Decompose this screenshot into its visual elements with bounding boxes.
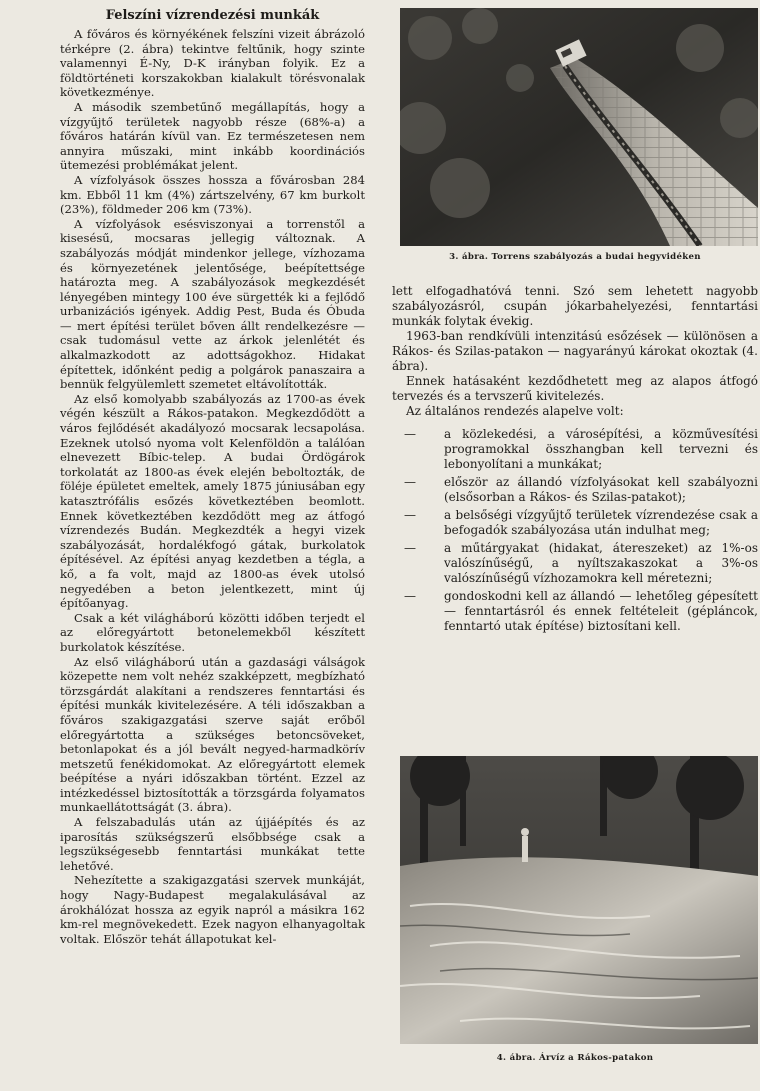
paragraph: Csak a két világháború közötti időben terjedt el az előregyártott betonelemekből készített burkolatok készítése. bbox=[60, 610, 365, 654]
paragraph: A vízfolyások esésviszonyai a torrenstől a kisesésű, mocsaras jellegig változnak. A szabályozás módját mindenkor jellege, vízhozama és környezetének jelentősége, beépítettsége határozta meg. A szabályozások megkezdését lényegében mintegy 100 éve sürgették ki a fejlődő urbanizációs igények. Addig Pest, Buda és Óbuda — mert építési terület bőven állt rendelkezésre — csak tudomásul vette az árkok jelenlétét és alkalmazkodott az adottságokhoz. Hidakat építettek, időnként pedig a polgárok panaszaira a bennük felgyülemlett szemetet eltávolították. bbox=[60, 216, 365, 392]
list-item: — a belsőségi vízgyűjtő területek vízrendezése csak a befogadók szabályozása után indulhat meg; bbox=[392, 508, 758, 538]
dash-marker: — bbox=[404, 427, 416, 441]
list-item: — a közlekedési, a városépítési, a közművesítési programokkal összhangban kell tervezni és lebonyolítani a munkákat; bbox=[392, 427, 758, 472]
paragraph: A felszabadulás után az újjáépítés és az iparosítás szükségszerű elsőbbsége csak a legszükségesebb fenntartási munkákat tette lehetővé. bbox=[60, 815, 365, 873]
dash-marker: — bbox=[404, 589, 416, 603]
paragraph: Nehezítette a szakigazgatási szervek munkáját, hogy Nagy-Budapest megalakulásával az árokhálózat hossza az egyik napról a másikra 162 km-rel megnövekedett. Ezek nagyon elhanyagoltak voltak. Először tehát állapotukat kel- bbox=[60, 873, 365, 946]
section-heading: Felszíni vízrendezési munkák bbox=[105, 8, 320, 23]
paragraph: Ennek hatásaként kezdődhetett meg az alapos átfogó tervezés és a tervszerű kivitelezés. bbox=[392, 374, 758, 403]
principles-list bbox=[392, 427, 758, 634]
paragraph: Az általános rendezés alapelve volt: bbox=[406, 404, 624, 418]
paragraph: A vízfolyások összes hossza a fővárosban 284 km. Ebből 11 km (4%) zártszelvény, 67 km burkolt (23%), földmeder 206 km (73%). bbox=[60, 172, 365, 217]
list-item: — gondoskodni kell az állandó — lehetőleg gépesített — fenntartásról és ennek feltételeit (gépláncok, fenntartó utak építése) biztosítani kell. bbox=[392, 589, 758, 634]
photo-channel-icon bbox=[400, 8, 758, 246]
paragraph: A főváros és környékének felszíni vizeit ábrázoló térképre (2. ábra) tekintve feltűnik, hogy szinte valamennyi É-Ny, D-K irányban folyik. Ez a földtörténeti korszakokban kialakult törésvonalak következménye. bbox=[60, 27, 365, 100]
paragraph: Az első világháború után a gazdasági válságok közepette nem volt nehéz szakképzett, megbízható törzsgárdát alakítani a rendszeres fenntartási és építési munkák kivitelezésére. A téli időszakban a főváros szakigazgatási szerve saját erőből előregyártotta a szükséges betoncsöveket, betonlapokat és a jól bevált negyed-harmadkörív metszetű fenékidomokat. Az előregyártott elemek beépítése a nyári időszakban történt. Ezzel az intézkedéssel biztosították a törzsgárda folyamatos munkaellátottságát (3. ábra). bbox=[60, 654, 365, 815]
dash-marker: — bbox=[404, 508, 416, 522]
paragraph: lett elfogadhatóvá tenni. Szó sem lehetett nagyobb szabályozásról, csupán jókarbahelyezési, fenntartási munkák folytak évekig. bbox=[392, 284, 758, 328]
figure4-caption: 4. ábra. Árvíz a Rákos-patakon bbox=[496, 1053, 654, 1063]
dash-marker: — bbox=[404, 541, 416, 555]
list-item: — a műtárgyakat (hidakat, átereszeket) az 1%-os valószínűségű, a nyíltszakaszokat a 3%-os valószínűségű vízhozamokra kell méretezni; bbox=[392, 541, 758, 586]
paragraph: Az első komolyabb szabályozás az 1700-as évek végén készült a Rákos-patakon. Megkezdődött a város fejlődését akadályozó mocsarak lecsapolása. Ezeknek utolsó nyoma volt Kelenföldön a találóan elnevezett Bíbic-telep. A budai Ördögárok torkolatát az 1800-as évek elején beboltozták, de föléje épületet emeltek, amely 1875 júniusában egy katasztrófális esőzés következtében beomlott. Ennek következtében kezdődött meg az átfogó vízrendezés Budán. Megkezdték a hegyi vizek szabályozását, hordalékfogó gátak, burkolatok építésével. Az építési anyag kezdetben a tégla, a kő, a fa volt, majd az 1800-as évek utolsó negyedében a beton jelentkezett, mint új építőanyag. bbox=[60, 391, 365, 611]
paragraph: A második szembetűnő megállapítás, hogy a vízgyűjtő területek nagyobb része (68%-a) a főváros határán kívül van. Ez természetesen nem annyira műszaki, mint inkább koordinációs ütemezési problémákat jelent. bbox=[60, 99, 365, 173]
photo-flood-icon bbox=[400, 756, 758, 1044]
list-item: — először az állandó vízfolyásokat kell szabályozni (elsősorban a Rákos- és Szilas-patakot); bbox=[392, 475, 758, 505]
paragraph: 1963-ban rendkívüli intenzitású esőzések — különösen a Rákos- és Szilas-patakon — nagyarányú károkat okoztak (4. ábra). bbox=[392, 329, 758, 373]
right-column bbox=[392, 284, 758, 637]
left-column bbox=[60, 8, 365, 946]
dash-marker: — bbox=[404, 475, 416, 489]
figure3-caption: 3. ábra. Torrens szabályozás a budai hegyvidéken bbox=[449, 252, 701, 262]
